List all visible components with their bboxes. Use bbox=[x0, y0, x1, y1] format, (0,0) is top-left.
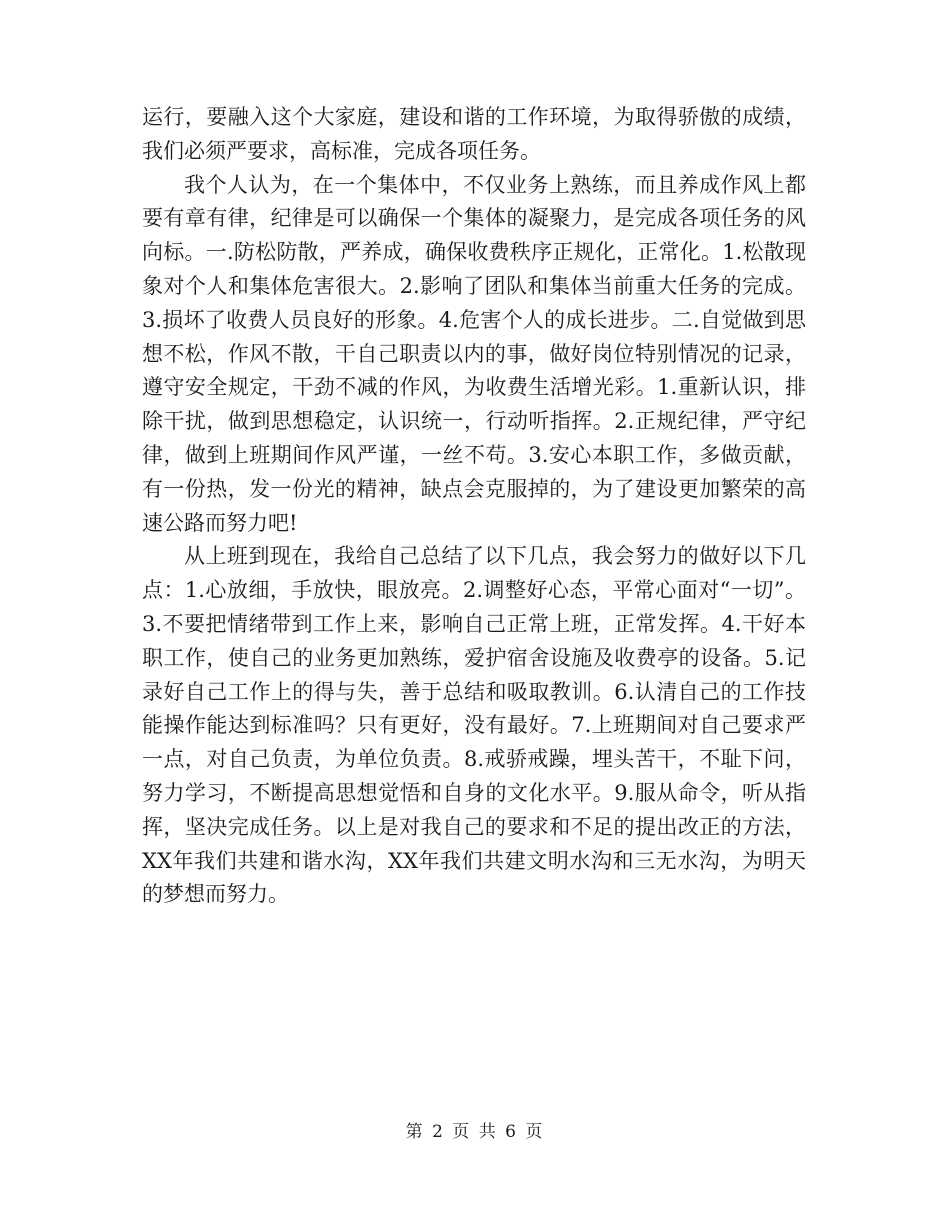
paragraph-self-summary: 从上班到现在，我给自己总结了以下几点，我会努力的做好以下几点：1.心放细，手放快，眼放亮。2.调整好心态，平常心面对“一切”。3.不要把情绪带到工作上来，影响自己正常上班，正常发挥。4.干好本职工作，使自己的业务更加熟练，爱护宿舍设施及收费亭的设备。5.记录好自己工作上的得与失，善于总结和吸取教训。6.认清自己的工作技能操作能达到标准吗？只有更好，没有最好。7.上班期间对自己要求严一点，对自己负责，为单位负责。8.戒骄戒躁，埋头苦干，不耻下问，努力学习，不断提高思想觉悟和自身的文化水平。9.服从命令，听从指挥，坚决完成任务。以上是对我自己的要求和不足的提出改正的方法，XX年我们共建和谐水沟，XX年我们共建文明水沟和三无水沟，为明天的梦想而努力。 bbox=[142, 544, 806, 907]
page-number-footer: 第 2 页 共 6 页 bbox=[405, 1122, 545, 1142]
paragraph-discipline: 我个人认为，在一个集体中，不仅业务上熟练，而且养成作风上都要有章有律，纪律是可以确保一个集体的凝聚力，是完成各项任务的风向标。一.防松防散，严养成，确保收费秩序正规化，正常化。1.松散现象对个人和集体危害很大。2.影响了团队和集体当前重大任务的完成。3.损坏了收费人员良好的形象。4.危害个人的成长进步。二.自觉做到思想不松，作风不散，干自己职责以内的事，做好岗位特别情况的记录，遵守安全规定，干劲不减的作风，为收费生活增光彩。1.重新认识，排除干扰，做到思想稳定，认识统一，行动听指挥。2.正规纪律，严守纪律，做到上班期间作风严谨，一丝不苟。3.安心本职工作，多做贡献，有一份热，发一份光的精神，缺点会克服掉的，为了建设更加繁荣的高速公路而努力吧! bbox=[142, 172, 806, 535]
paragraph-continuation: 运行，要融入这个大家庭，建设和谐的工作环境，为取得骄傲的成绩，我们必须严要求，高标准，完成各项任务。 bbox=[142, 105, 806, 163]
document-body bbox=[142, 101, 806, 912]
